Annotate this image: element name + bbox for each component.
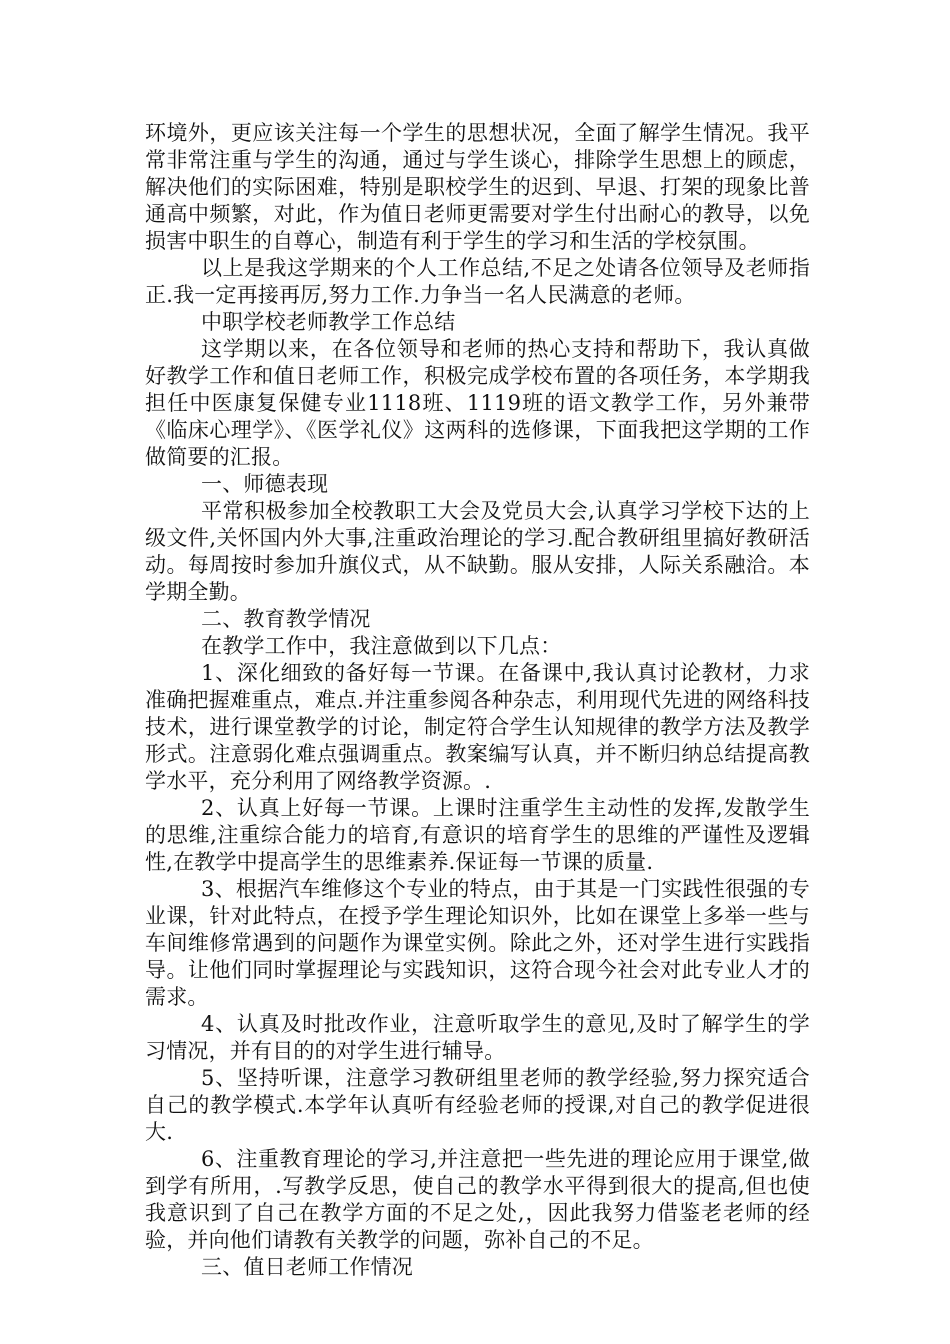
section-title-teaching-summary: 中职学校老师教学工作总结	[201, 310, 456, 334]
paragraph-teaching-intro: 在教学工作中，我注意做到以下几点：	[201, 634, 562, 658]
list-item-3: 3、根据汽车维修这个专业的特点，由于其是一门实践性很强的专业课，针对此特点，在授予学生理论知识外，比如在课堂上多举一些与车间维修常遇到的问题作为课堂实例。除此之外，还对学生进行实践指导。让他们同时掌握理论与实践知识，这符合现今社会对此专业人才的需求。	[145, 877, 810, 1009]
list-item-1: 1、深化细致的备好每一节课。在备课中,我认真讨论教材，力求准确把握难重点，难点.并注重参阅各种杂志，利用现代先进的网络科技技术，进行课堂教学的讨论，制定符合学生认知规律的教学方法及教学形式。注意弱化难点强调重点。教案编写认真，并不断归纳总结提高教学水平，充分利用了网络教学资源。.	[145, 661, 810, 793]
list-item-4: 4、认真及时批改作业，注意听取学生的意见,及时了解学生的学习情况，并有目的的对学生进行辅导。	[145, 1012, 810, 1063]
list-item-2: 2、认真上好每一节课。上课时注重学生主动性的发挥,发散学生的思维,注重综合能力的培育,有意识的培育学生的思维的严谨性及逻辑性,在教学中提高学生的思维素养.保证每一节课的质量.	[145, 796, 810, 874]
document-body	[145, 120, 810, 1281]
paragraph-summary-close: 以上是我这学期来的个人工作总结,不足之处请各位领导及老师指正.我一定再接再厉,努力工作.力争当一名人民满意的老师。	[145, 256, 810, 307]
paragraph-student-care: 环境外，更应该关注每一个学生的思想状况，全面了解学生情况。我平常非常注重与学生的沟通，通过与学生谈心，排除学生思想上的顾虑，解决他们的实际困难，特别是职校学生的迟到、早退、打架的现象比普通高中频繁，对此，作为值日老师更需要对学生付出耐心的教导，以免损害中职生的自尊心，制造有利于学生的学习和生活的学校氛围。	[145, 121, 810, 253]
list-item-5: 5、坚持听课，注意学习教研组里老师的教学经验,努力探究适合自己的教学模式.本学年认真听有经验老师的授课,对自己的教学促进很大.	[145, 1066, 810, 1144]
heading-ethics: 一、师德表现	[201, 472, 329, 496]
heading-duty: 三、值日老师工作情况	[201, 1255, 413, 1279]
heading-teaching: 二、教育教学情况	[201, 607, 371, 631]
paragraph-ethics: 平常积极参加全校教职工大会及党员大会,认真学习学校下达的上级文件,关怀国内外大事,注重政治理论的学习.配合教研组里搞好教研活动。每周按时参加升旗仪式，从不缺勤。服从安排，人际关系融洽。本学期全勤。	[145, 499, 810, 604]
list-item-6: 6、注重教育理论的学习,并注意把一些先进的理论应用于课堂,做到学有所用，.写教学反思，使自己的教学水平得到很大的提高,但也使我意识到了自己在教学方面的不足之处,，因此我努力借鉴老老师的经验，并向他们请教有关教学的问题，弥补自己的不足。	[145, 1147, 810, 1252]
paragraph-intro: 这学期以来，在各位领导和老师的热心支持和帮助下，我认真做好教学工作和值日老师工作，积极完成学校布置的各项任务，本学期我担任中医康复保健专业1118班、1119班的语文教学工作，另外兼带《临床心理学》、《医学礼仪》这两科的选修课，下面我把这学期的工作做简要的汇报。	[145, 337, 810, 469]
